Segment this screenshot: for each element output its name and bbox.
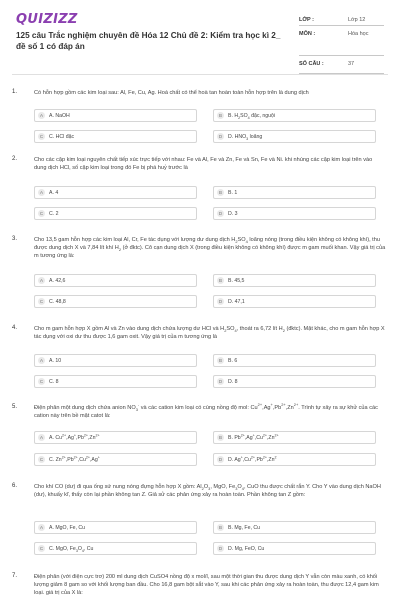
option-letter-badge: B (218, 278, 222, 283)
option-d[interactable] (213, 207, 376, 220)
option-b[interactable] (213, 521, 376, 534)
option-d[interactable] (213, 453, 376, 466)
option-letter-badge: A (39, 435, 43, 440)
option-text: A. 4 (49, 189, 59, 196)
quizizz-logo: QUIZIZZ (16, 12, 78, 27)
option-text: A. MgO, Fe, Cu (49, 524, 86, 531)
class-label: LỚP : (299, 17, 314, 23)
option-letter-badge: C (39, 546, 44, 551)
option-a[interactable] (34, 186, 197, 199)
count-label: SỐ CÂU : (299, 61, 324, 67)
option-text: D. 8 (228, 378, 238, 385)
option-text: D. 3 (228, 210, 238, 217)
option-text: A. $Cu^{2+},Ag^+,Pb^{2+},Zn^{2+}$ (49, 432, 100, 441)
question-number: 1. (12, 89, 18, 95)
question-number: 4. (12, 325, 18, 331)
option-a[interactable] (34, 109, 197, 122)
option-d[interactable] (213, 295, 376, 308)
option-d[interactable] (213, 375, 376, 388)
worksheet-title: 125 câu Trắc nghiệm chuyên đề Hóa 12 Chủ đề 2: Kiểm tra học kì 2_ đề số 1 có đáp án (16, 31, 281, 51)
option-a[interactable] (34, 431, 197, 444)
option-a[interactable] (34, 354, 197, 367)
question-text: Có hỗn hợp gồm các kim loại sau: Al, Fe, Cu, Ag. Hoá chất có thể hoà tan hoàn toàn hỗn hợp trên là dung dịch (34, 90, 309, 96)
option-letter-badge: D (218, 211, 223, 216)
option-text: A. 10 (49, 357, 62, 364)
question-number: 5. (12, 404, 18, 410)
option-text: A. NaOH (49, 112, 70, 119)
option-c[interactable] (34, 130, 197, 143)
option-text: B. $H_2SO_4$ đặc, nguội (228, 112, 276, 120)
option-text: D. 47,1 (228, 298, 245, 305)
meta-subject-row (299, 28, 384, 58)
question-number: 7. (12, 573, 18, 579)
option-b[interactable] (213, 274, 376, 287)
class-value: Lớp 12 (348, 17, 366, 23)
question-number: 6. (12, 483, 18, 489)
option-c[interactable] (34, 295, 197, 308)
option-text: B. 45,5 (228, 277, 245, 284)
option-text: B. $Pb^{2+},Ag^+,Cu^{2+},Zn^{2+}$ (228, 432, 279, 441)
option-text: B. 1 (228, 189, 238, 196)
option-c[interactable] (34, 542, 197, 555)
class-underline (299, 25, 384, 26)
option-letter-badge: B (218, 358, 222, 363)
option-b[interactable] (213, 109, 376, 122)
option-letter-badge: B (218, 190, 222, 195)
option-letter-badge: D (218, 134, 223, 139)
option-text: C. HCl đặc (49, 133, 75, 140)
option-text: D. Mg, FeO, Cu (228, 545, 265, 552)
option-text: A. 42,6 (49, 277, 66, 284)
option-letter-badge: A (39, 190, 43, 195)
option-letter-badge: C (39, 379, 44, 384)
option-a[interactable] (34, 274, 197, 287)
option-letter-badge: C (39, 134, 44, 139)
option-text: C. 2 (49, 210, 59, 217)
option-b[interactable] (213, 431, 376, 444)
option-letter-badge: B (218, 525, 222, 530)
question-text: Cho m gam hỗn hợp X gồm Al và Zn vào dung dịch chứa lượng dư HCl và $H_2SO_4$, thoát ra 6,72 lít $H_2$ (đktc). Mặt khác, cho m gam hỗn hợp X tác dụng với oxi dư thu được 1,6 gam oxit. Vậy giá trị của m tương ứng là (34, 326, 385, 340)
option-letter-badge: D (218, 379, 223, 384)
option-text: C. $Zn^{2+},Pb^{2+},Cu^{2+},Ag^+$ (49, 454, 100, 463)
option-letter-badge: C (39, 457, 44, 462)
option-c[interactable] (34, 453, 197, 466)
option-d[interactable] (213, 130, 376, 143)
option-letter-badge: C (39, 211, 44, 216)
question-text: Cho khí CO (dư) đi qua ống sứ nung nóng đựng hỗn hợp X gồm: $Al_2O_3$, MgO, $Fe_3O_4$, CuO thu được chất rắn Y. Cho Y vào dung dịch NaOH (dư), khuấy kĩ, thấy còn lại phần không tan Z. Giả sử các phản ứng xảy ra hoàn toàn. Phần không tan Z gồm: (34, 484, 381, 498)
option-a[interactable] (34, 521, 197, 534)
option-letter-badge: B (218, 113, 222, 118)
question-number: 3. (12, 236, 18, 242)
option-c[interactable] (34, 207, 197, 220)
question-text: Điện phân (với điện cực trơ) 200 ml dung dịch CuSO4 nồng độ x mol/l, sau một thời gian thu được dung dịch Y vẫn còn màu xanh, có khối lượng giảm 8 gam so với khối lượng ban đầu. Cho 16,8 gam bột sắt vào Y, sau khi các phản ứng xảy ra hoàn toàn, thu được 12,4 gam kim loại. giá trị của X là: (34, 574, 379, 596)
option-letter-badge: C (39, 299, 44, 304)
option-text: D. $HNO_3$ loãng (228, 133, 263, 141)
option-text: B. 6 (228, 357, 238, 364)
option-c[interactable] (34, 375, 197, 388)
option-letter-badge: D (218, 546, 223, 551)
subject-underline (299, 55, 384, 56)
option-b[interactable] (213, 354, 376, 367)
meta-class-row (299, 14, 384, 28)
option-text: B. Mg, Fe, Cu (228, 524, 260, 531)
option-letter-badge: A (39, 358, 43, 363)
option-letter-badge: A (39, 278, 43, 283)
option-text: D. $Ag^+,Cu^{2+},Pb^{2+},Zn^2$ (228, 454, 277, 463)
count-value: 37 (348, 61, 355, 67)
option-text: C. 48,8 (49, 298, 66, 305)
option-d[interactable] (213, 542, 376, 555)
subject-label: MÔN : (299, 31, 316, 37)
option-text: C. MgO, $Fe_3O_4$, Cu (49, 545, 94, 553)
question-number: 2. (12, 156, 18, 162)
subject-value: Hóa học (348, 31, 369, 37)
option-letter-badge: B (218, 435, 222, 440)
worksheet-header (16, 10, 384, 70)
option-text: C. 8 (49, 378, 59, 385)
question-text: Cho 13,5 gam hỗn hợp các kim loại Al, Cr, Fe tác dụng với lượng dư dung dịch $H_2SO_4$ loãng nóng (trong điều kiện không có không khí), thu được dung dịch X và 7,84 lít khí $H_2$ (ở đktc). Cô cạn dung dịch X (trong điều kiện không có không khí) được m gam muối khan. Vậy giá trị của m tương ứng là: (34, 237, 386, 259)
option-letter-badge: A (39, 113, 43, 118)
header-divider (12, 74, 388, 75)
option-letter-badge: A (39, 525, 43, 530)
option-letter-badge: D (218, 457, 223, 462)
worksheet-meta (299, 14, 384, 76)
option-letter-badge: D (218, 299, 223, 304)
question-text: Điện phân một dung dịch chứa anion $NO_3^-$ và các cation kim loại có cùng nồng độ mol: $Cu^{2+},Ag^+,Pb^{2+},Zn^{2+}$. Trình tự xảy ra sự khử của các cation này trên bề mặt catot là: (34, 402, 378, 419)
question-text: Cho các cặp kim loại nguyên chất tiếp xúc trực tiếp với nhau: Fe và Al, Fe và Zn, Fe và Sn, Fe và Ni. khi nhúng các cặp kim loại trên vào dung dịch HCl, số cặp kim loại trong đó Fe bị phá huỷ trước là (34, 157, 373, 171)
option-b[interactable] (213, 186, 376, 199)
